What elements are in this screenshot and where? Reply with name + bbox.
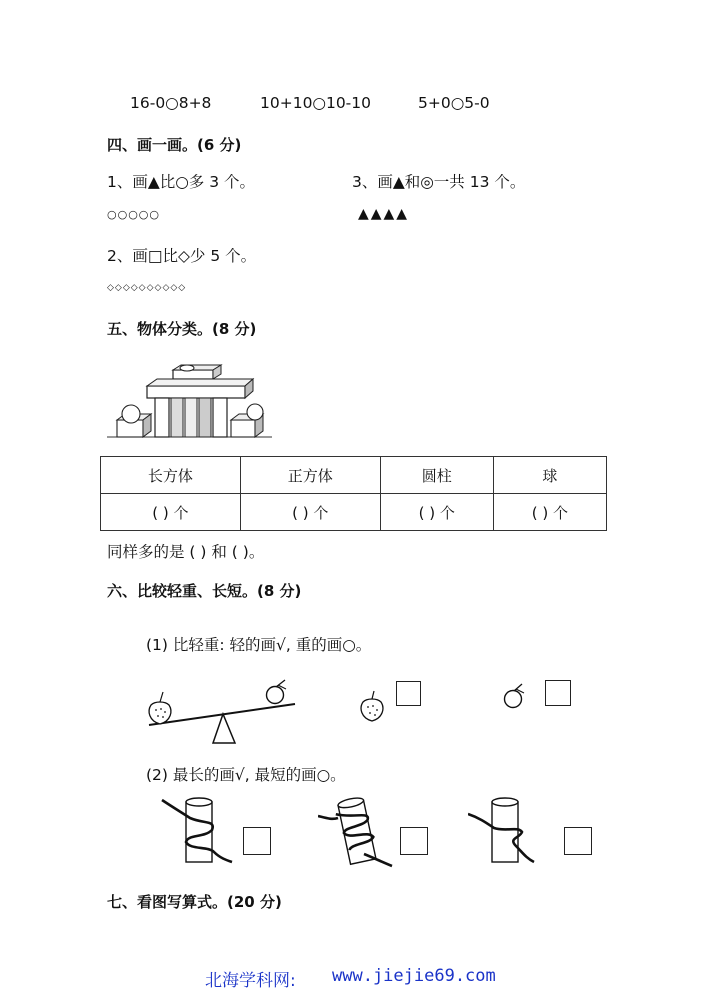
rope-1-answer-box[interactable]	[243, 827, 271, 855]
table-header-row	[101, 457, 607, 494]
rope-pole-2	[318, 796, 398, 870]
compare-item-1: 16-0○8+8	[130, 94, 212, 112]
answer-cuboid[interactable]: ( ) 个	[101, 494, 241, 531]
section4-q1-circles: ○○○○○	[107, 208, 160, 221]
answer-cube[interactable]: ( ) 个	[240, 494, 380, 531]
footer-url[interactable]: www.jiejie69.com	[332, 966, 496, 986]
section6-title: 六、比较轻重、长短。(8 分)	[107, 582, 302, 600]
footer-site-name: 北海学科网:	[205, 971, 296, 991]
seesaw-illustration	[145, 675, 305, 747]
section4-q3: 3、画▲和◎一共 13 个。	[352, 173, 526, 191]
header-cuboid: 长方体	[101, 457, 241, 494]
section4-q2: 2、画□比◇少 5 个。	[107, 247, 257, 265]
classification-table	[100, 456, 607, 531]
section5-title: 五、物体分类。(8 分)	[107, 320, 257, 338]
answer-sphere[interactable]: ( ) 个	[493, 494, 606, 531]
building-blocks-illustration	[107, 348, 272, 440]
section7-title: 七、看图写算式。(20 分)	[107, 893, 282, 911]
compare-item-3: 5+0○5-0	[418, 94, 490, 112]
table-answer-row	[101, 494, 607, 531]
same-count-question: 同样多的是 ( ) 和 ( )。	[107, 543, 265, 561]
compare-item-2: 10+10○10-10	[260, 94, 371, 112]
section4-q2-diamonds: ◇◇◇◇◇◇◇◇◇◇	[107, 283, 187, 293]
apple-answer-box[interactable]	[545, 680, 571, 706]
section6-q2: (2) 最长的画√, 最短的画○。	[146, 766, 346, 784]
answer-cylinder[interactable]: ( ) 个	[380, 494, 493, 531]
header-cylinder: 圆柱	[380, 457, 493, 494]
rope-2-answer-box[interactable]	[400, 827, 428, 855]
section4-q3-triangles: ▲▲▲▲	[358, 206, 410, 222]
header-sphere: 球	[493, 457, 606, 494]
section4-q1: 1、画▲比○多 3 个。	[107, 173, 256, 191]
strawberry-answer-box[interactable]	[396, 681, 421, 706]
rope-pole-3	[468, 796, 548, 870]
rope-pole-1	[160, 796, 240, 870]
section6-q1: (1) 比轻重: 轻的画√, 重的画○。	[146, 636, 372, 654]
header-cube: 正方体	[240, 457, 380, 494]
section4-title: 四、画一画。(6 分)	[107, 136, 242, 154]
apple-icon	[502, 682, 528, 710]
strawberry-icon	[358, 690, 386, 724]
rope-3-answer-box[interactable]	[564, 827, 592, 855]
